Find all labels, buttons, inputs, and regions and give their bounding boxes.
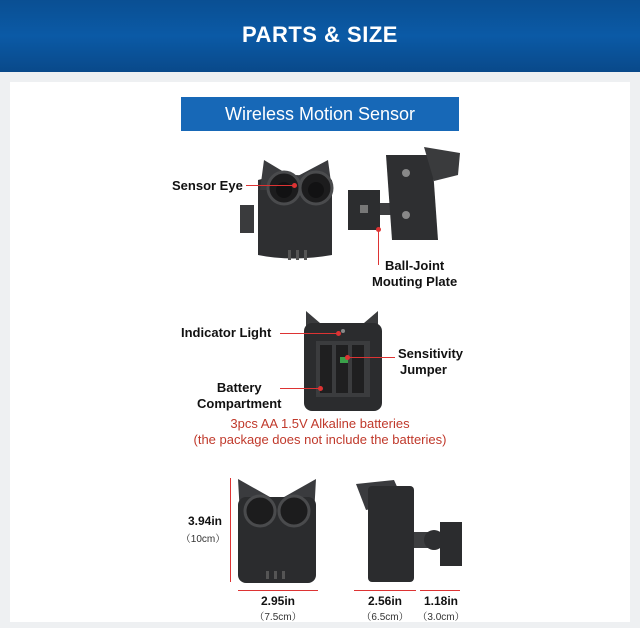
sensitivity-dot — [345, 355, 350, 360]
section-title: Wireless Motion Sensor — [181, 97, 459, 131]
sensor-eye-dot — [292, 183, 297, 188]
battery-note-line1: 3pcs AA 1.5V Alkaline batteries — [230, 416, 410, 431]
battery-dot — [318, 386, 323, 391]
width-value: 2.95in — [260, 594, 296, 608]
label-battery-line2: Compartment — [197, 396, 282, 411]
depth-mount-dim-line — [420, 590, 460, 591]
sensor-dimension-front-image — [234, 475, 320, 585]
label-battery — [197, 380, 282, 412]
label-indicator-light: Indicator Light — [181, 325, 272, 340]
sensor-eye-line — [246, 185, 296, 186]
height-metric: （10cm） — [180, 534, 226, 545]
label-sensitivity — [398, 346, 463, 378]
depth-mount-value: 1.18in — [423, 594, 459, 608]
battery-note-line2: (the package does not include the batteries) — [193, 432, 447, 447]
sensor-dimension-side-image — [354, 478, 464, 583]
indicator-dot — [336, 331, 341, 336]
banner-title: PARTS & SIZE — [242, 22, 398, 47]
width-metric: （7.5cm） — [254, 612, 302, 623]
height-value: 3.94in — [187, 514, 223, 528]
sensitivity-line — [347, 357, 395, 358]
label-sensitivity-line1: Sensitivity — [398, 346, 464, 361]
depth-mount-metric: （3.0cm） — [417, 612, 465, 623]
header-banner — [0, 0, 640, 72]
ball-joint-dot — [376, 227, 381, 232]
label-ball-joint-line2: Mouting Plate — [372, 274, 458, 289]
label-sensitivity-line2: Jumper — [400, 362, 447, 377]
depth-body-metric: （6.5cm） — [361, 612, 409, 623]
sensor-open-image — [300, 305, 385, 413]
battery-line — [280, 388, 320, 389]
width-dim-line — [238, 590, 318, 591]
depth-body-value: 2.56in — [367, 594, 403, 608]
sensor-back-image — [340, 145, 465, 250]
label-sensor-eye: Sensor Eye — [172, 178, 243, 193]
sensor-front-image — [236, 150, 348, 268]
depth-body-dim-line — [354, 590, 416, 591]
label-ball-joint — [372, 258, 457, 290]
label-ball-joint-line1: Ball-Joint — [384, 258, 445, 273]
label-battery-line1: Battery — [216, 380, 262, 395]
indicator-line — [280, 333, 338, 334]
height-dim-line — [230, 478, 231, 582]
